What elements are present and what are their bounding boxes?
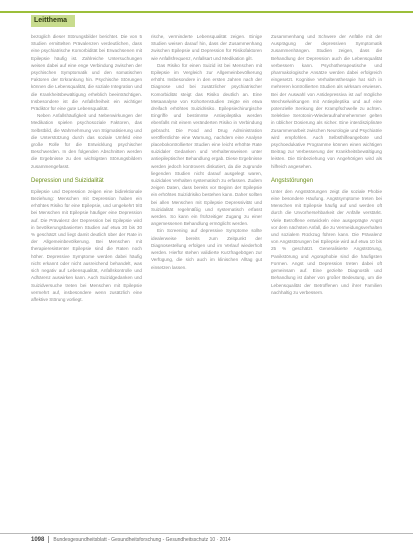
- paragraph: Zusammenhang und Schwere der Anfälle mit der Ausprägung der depressiven Symptomatik zusammenhängen. Studien zeigen, dass die Behandlung der Depression auch die Lebensqualität verbessern kann. Psychotherapeutische und pharmakologische Ansätze werden dabei erfolgreich eingesetzt. Kognitive Verhaltenstherapie hat sich in mehreren kontrollierten Studien als wirksam erwiesen. Bei der Auswahl von Antidepressiva ist auf mögliche Wechselwirkungen mit Antiepileptika und auf eine potenzielle Senkung der Krampfschwelle zu achten. Selektive Serotonin-Wiederaufnahmehemmer gelten in üblicher Dosierung als sicher. Eine interdisziplinäre Zusammenarbeit zwischen Neurologie und Psychiatrie wird empfohlen. Auch Selbsthilfeangebote und psychoedukative Programme können einen wichtigen Beitrag zur Verbesserung der Krankheitsbewältigung leisten. Die Einbeziehung von Angehörigen wird als hilfreich angesehen.: [271, 34, 382, 169]
- paragraph: bezüglich dieser Störungsbilder berichtet. Die von 5 Studien ermittelten Prävalenzen verdeutlichen, dass eine psychiatrische Komorbidität bei Erwachsenen mit Epilepsie häufig ist. Zahlreiche Untersuchungen weisen dabei auf eine enge Verbindung zwischen der psychischen Symptomatik und den somatischen Faktoren der Erkrankung hin. Psychische Störungen können die Lebensqualität, die soziale Integration und die Krankheitsbewältigung erheblich beeinträchtigen. Insbesondere ist die Anfallsfreiheit ein wichtiger Prädiktor für eine gute Lebensqualität.: [31, 34, 142, 112]
- paragraph: Das Risiko für einen Suizid ist bei Menschen mit Epilepsie im Vergleich zur Allgemeinbevölkerung erhöht. Insbesondere in den ersten Jahren nach der Diagnose und bei zusätzlicher psychiatrischer Komorbidität steigt das Risiko deutlich an. Eine Metaanalyse von Kohortenstudien zeigte ein etwa dreifach erhöhtes Suizidrisiko. Epilepsiechirurgische Eingriffe und bestimmte Antiepileptika werden ebenfalls mit einem veränderten Risiko in Verbindung gebracht. Die Food and Drug Administration veröffentlichte eine Warnung, nachdem eine Analyse placebokontrollierter Studien eine leicht erhöhte Rate suizidaler Gedanken und Verhaltensweisen unter antiepileptischer Behandlung ergab. Diese Ergebnisse werden jedoch kontrovers diskutiert, da die zugrunde liegenden Studien nicht darauf ausgelegt waren, suizidales Verhalten systematisch zu erfassen. Zudem zeigen Daten, dass bereits vor Beginn der Epilepsie ein erhöhtes Suizidrisiko bestehen kann. Daher sollten bei allen Menschen mit Epilepsie Depressivität und Suizidalität regelmäßig und systematisch erfasst werden. So kann ein frühzeitiger Zugang zu einer angemessenen Behandlung ermöglicht werden.: [151, 62, 262, 227]
- text-column-3: [271, 33, 382, 296]
- footer-rule: [0, 533, 413, 534]
- paragraph: Epilepsie und Depression zeigen eine bidirektionale Beziehung: Menschen mit Depression haben ein erhöhtes Risiko für eine Epilepsie, und umgekehrt tritt bei Menschen mit Epilepsie häufiger eine Depression auf. Die Prävalenz der Depression bei Epilepsie wird in bevölkerungsbasierten Studien auf etwa 20 bis 30 % geschätzt und liegt damit deutlich über der Rate in der Allgemeinbevölkerung. Bei Menschen mit therapieresistenter Epilepsie sind die Raten noch höher. Depressive Symptome werden dabei häufig nicht erkannt oder nicht ausreichend behandelt, was sich negativ auf Lebensqualität, Anfallskontrolle und Adhärenz auswirken kann. Auch Suizidgedanken und Suizidversuche treten bei Menschen mit Epilepsie vermehrt auf, insbesondere wenn zusätzlich eine affektive Störung vorliegt.: [31, 188, 142, 302]
- text-column-2: [151, 33, 262, 271]
- section-label: Leitthema: [31, 15, 75, 27]
- journal-citation: Bundesgesundheitsblatt - Gesundheitsforschung - Gesundheitsschutz 10 · 2014: [53, 537, 231, 543]
- footer-separator: [48, 536, 49, 543]
- paragraph: rische, verminderte Lebensqualität zeigen. Einige Studien weisen darauf hin, dass der Zusammenhang zwischen Epilepsie und Depression für Risikofaktoren wie Anfallsfrequenz, Anfallsart und Medikation gilt.: [151, 34, 262, 61]
- text-column-1: [31, 33, 142, 303]
- paragraph: Unter den Angststörungen zeigt die soziale Phobie eine besondere Häufung. Angstsymptome treten bei Menschen mit Epilepsie häufig auf und werden oft durch die Unvorhersehbarkeit der Anfälle verstärkt. Viele Betroffene entwickeln eine ausgeprägte Angst vor dem nächsten Anfall, die zu Vermeidungsverhalten und sozialem Rückzug führen kann. Die Prävalenz von Angststörungen bei Epilepsie wird auf etwa 10 bis 25 % geschätzt. Generalisierte Angststörung, Panikstörung und Agoraphobie sind die häufigsten Formen. Angst und Depression treten dabei oft gemeinsam auf. Eine gezielte Diagnostik und Behandlung ist daher von großer Bedeutung, um die Lebensqualität der Betroffenen und ihrer Familien nachhaltig zu verbessern.: [271, 188, 382, 295]
- page-footer: [31, 536, 391, 545]
- section-heading-depression: Depression und Suizidalität: [31, 177, 104, 184]
- paragraph: Ein Screening auf depressive Symptome sollte idealerweise bereits zum Zeitpunkt der Diagnosestellung erfolgen und im Verlauf wiederholt werden. Hierfür stehen validierte Kurzfragebögen zur Verfügung, die sich auch im klinischen Alltag gut einsetzen lassen.: [151, 228, 262, 270]
- top-accent-rule: [0, 11, 413, 13]
- section-heading-anxiety: Angststörungen: [271, 177, 314, 184]
- paragraph: Neben Anfallshäufigkeit und Nebenwirkungen der Medikation spielen psychosoziale Faktoren, das Selbstbild, die Wahrnehmung von Stigmatisierung und die Unterstützung durch das soziale Umfeld eine große Rolle für die Entwicklung psychischer Beschwerden. In den folgenden Abschnitten werden die Ergebnisse zu den wichtigsten Störungsbildern zusammengefasst.: [31, 113, 142, 169]
- page-number: 1098: [31, 537, 45, 543]
